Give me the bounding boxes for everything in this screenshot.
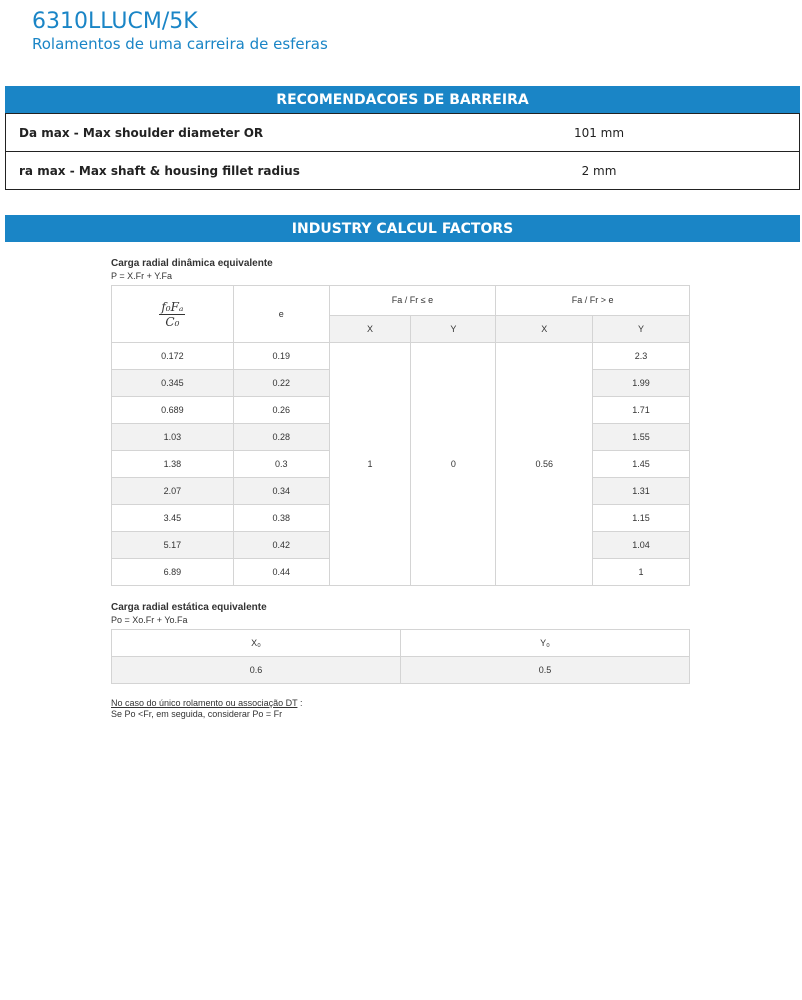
note-line-1 <box>111 698 691 709</box>
cell-y-gt: 1.99 <box>593 370 690 397</box>
cell-e: 0.26 <box>233 397 329 424</box>
cell-e: 0.28 <box>233 424 329 451</box>
cell-y-gt: 1 <box>593 559 690 586</box>
column-header-e: e <box>233 286 329 343</box>
cell-f0fa-c0: 0.172 <box>112 343 234 370</box>
cell-y-gt: 1.15 <box>593 505 690 532</box>
row-value: 2 mm <box>399 152 800 190</box>
fraction-denominator: C₀ <box>165 314 180 329</box>
cell-f0fa-c0: 0.689 <box>112 397 234 424</box>
note-line-2: Se Po <Fr, em seguida, considerar Po = Fr <box>111 709 283 719</box>
cell-e: 0.19 <box>233 343 329 370</box>
fraction-numerator: f₀Fₐ <box>161 299 184 314</box>
dynamic-factors-table <box>111 285 690 586</box>
cell-f0fa-c0: 1.03 <box>112 424 234 451</box>
cell-f0fa-c0: 0.345 <box>112 370 234 397</box>
fraction-formula <box>159 300 185 329</box>
cell-x-le: 1 <box>329 343 411 586</box>
industry-factors-header: INDUSTRY CALCUL FACTORS <box>5 215 800 242</box>
group-header-gt: Fa / Fr > e <box>496 286 690 316</box>
cell-y-gt: 2.3 <box>593 343 690 370</box>
table-row <box>112 657 690 684</box>
dynamic-load-title: Carga radial dinâmica equivalente <box>111 258 273 269</box>
cell-e: 0.44 <box>233 559 329 586</box>
cell-y-le: 0 <box>411 343 496 586</box>
cell-e: 0.38 <box>233 505 329 532</box>
cell-e: 0.34 <box>233 478 329 505</box>
row-label: ra max - Max shaft & housing fillet radius <box>6 152 400 190</box>
column-header-x: X <box>496 315 593 342</box>
cell-e: 0.42 <box>233 532 329 559</box>
cell-f0fa-c0: 5.17 <box>112 532 234 559</box>
column-header-x: X <box>329 315 411 342</box>
cell-y-gt: 1.55 <box>593 424 690 451</box>
recommendations-table <box>5 113 800 190</box>
column-header-y0: Y₀ <box>401 630 690 657</box>
cell-y-gt: 1.71 <box>593 397 690 424</box>
table-row <box>6 152 800 190</box>
cell-f0fa-c0: 2.07 <box>112 478 234 505</box>
row-label: Da max - Max shoulder diameter OR <box>6 114 400 152</box>
fraction-header <box>112 286 234 343</box>
table-row <box>6 114 800 152</box>
table-header-row <box>112 630 690 657</box>
cell-x-gt: 0.56 <box>496 343 593 586</box>
table-row <box>112 343 690 370</box>
group-header-le: Fa / Fr ≤ e <box>329 286 496 316</box>
static-load-title: Carga radial estática equivalente <box>111 602 267 613</box>
cell-y-gt: 1.31 <box>593 478 690 505</box>
dynamic-load-formula: P = X.Fr + Y.Fa <box>111 271 173 281</box>
page-header <box>32 8 328 52</box>
cell-y-gt: 1.45 <box>593 451 690 478</box>
note-colon: : <box>297 698 303 708</box>
product-code: 6310LLUCM/5K <box>32 9 198 34</box>
product-subtitle: Rolamentos de uma carreira de esferas <box>32 35 328 53</box>
single-bearing-note <box>111 698 691 720</box>
static-factors-table <box>111 629 690 684</box>
cell-e: 0.22 <box>233 370 329 397</box>
recommendations-header: RECOMENDACOES DE BARREIRA <box>5 86 800 113</box>
column-header-x0: X₀ <box>112 630 401 657</box>
calc-factors-panel <box>111 258 691 720</box>
cell-e: 0.3 <box>233 451 329 478</box>
cell-y0: 0.5 <box>401 657 690 684</box>
table-header-row <box>112 286 690 316</box>
column-header-y: Y <box>593 315 690 342</box>
static-load-formula: Po = Xo.Fr + Yo.Fa <box>111 615 188 625</box>
cell-f0fa-c0: 6.89 <box>112 559 234 586</box>
column-header-y: Y <box>411 315 496 342</box>
row-value: 101 mm <box>399 114 800 152</box>
cell-f0fa-c0: 3.45 <box>112 505 234 532</box>
cell-f0fa-c0: 1.38 <box>112 451 234 478</box>
cell-y-gt: 1.04 <box>593 532 690 559</box>
note-heading: No caso do único rolamento ou associação DT <box>111 698 298 708</box>
cell-x0: 0.6 <box>112 657 401 684</box>
